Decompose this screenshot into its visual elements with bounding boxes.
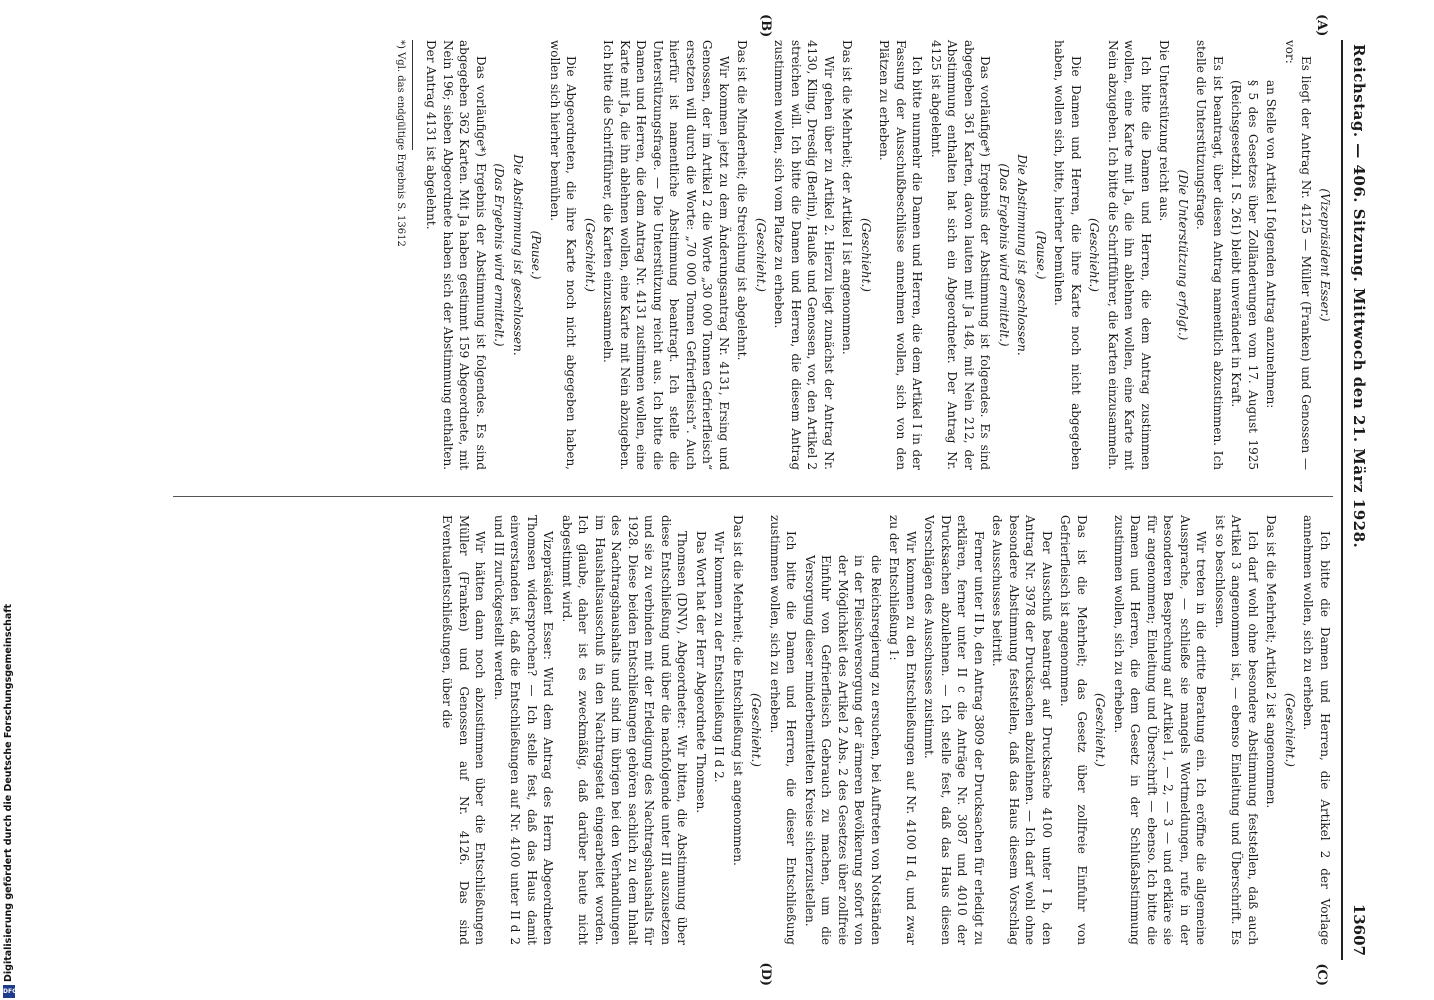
- stage-direction: (Geschieht.): [1093, 693, 1108, 767]
- paragraph: Es liegt der Antrag Nr. 4125 — Müller (Franken) und Genossen — vor:: [1283, 40, 1314, 470]
- paragraph: Wir gehen über zu Artikel 2. Hierzu liegt zunächst der Antrag Nr. 4130, Kling, Dresdig (Berlin), Hauße und Genossen, vor, den Artikel 2 streichen will. Ich bitte die Damen und Herren, die diesem Antrag zustimmen wollen, sich vom Platze zu erheben.: [772, 40, 836, 470]
- page-number: 13607: [1350, 903, 1368, 956]
- paragraph: Die Abgeordneten, die ihre Karte noch nicht abgegeben haben, wollen sich hierher bemühen.: [548, 40, 579, 470]
- paragraph: Die Damen und Herren, die ihre Karte noch nicht abgegeben haben, wollen sich, bitte, hierher bemühen.: [1052, 40, 1083, 470]
- motion-text: § 5 des Gesetzes über Zolländerungen vom 17. August 1925 (Reichsgesetzbl. I S. 261) bleibt unverändert in Kraft.: [1229, 80, 1260, 470]
- paragraph: Die Abstimmung ist geschlossen.: [511, 154, 525, 356]
- resolution-text: die Reichsregierung zu ersuchen, bei Auftreten von Notständen in der Fleischversorgung der ärmeren Bevölkerung sofort von der Möglichkeit des Artikel 2 Abs. 2 des Gesetzes über zollfreie Einfuhr von Gefrierfleisch Gebrauch zu machen, um die Versorgung dieser minderbemittelten Kreise sicherzustellen.: [803, 555, 883, 945]
- stage-direction: (Pause.): [1034, 230, 1048, 280]
- paragraph: Der Ausschuß beantragt auf Drucksache 4100 unter I b, den Antrag Nr. 3978 der Drucksachen abzulehnen. — Ich darf wohl ohne besondere Abstimmung feststellen, daß das Haus diesem Vorschlag des Ausschusses beitritt.: [990, 515, 1054, 945]
- margin-mark-d: (D): [758, 962, 773, 986]
- motion-text: an Stelle von Artikel I folgenden Antrag anzunehmen:: [1264, 80, 1279, 409]
- paragraph: Wir kommen zu der Entschließung II d 2.: [712, 531, 727, 783]
- paragraph: Es ist beantragt, über diesen Antrag namentlich abzustimmen. Ich stelle die Unterstützungsfrage.: [1194, 40, 1225, 470]
- right-column: [437, 515, 1333, 945]
- stage-direction: (Die Unterstützung erfolgt.): [1176, 169, 1190, 341]
- paragraph: Ferner unter II b, den Antrag 3809 der Drucksachen für erledigt zu erklären, ferner unter II c die Anträge Nr. 3087 und 4010 der Drucksachen abzulehnen. — Ich stelle fest, daß das Haus diesen Vorschlägen des Ausschusses zustimmt.: [922, 515, 986, 945]
- stage-direction: (Das Ergebnis wird ermittelt.): [492, 163, 507, 347]
- scanned-page: [61, 14, 1373, 986]
- stage-direction: (Geschieht.): [749, 693, 764, 767]
- paragraph: Die Unterstützung reicht aus.: [1157, 40, 1172, 222]
- digitization-credit: Digitalisierung gefördert durch die Deutsche Forschungsgemeinschaft: [3, 604, 14, 982]
- speech-paragraph: Thomsen (DNV), Abgeordneter: Wir bitten, die Abstimmung über diese Entschließung und über die nachfolgende unter III auszusetzen und sie zu verbinden mit der Erledigung des Nachtragshaushalts für 1928. Diese beiden Entschließungen gehören sachlich zu dem Inhalt des Nachtragshaushalts und sind im übrigen bei den Verhandlungen im Haushaltsausschuß in den Nachtragsetat eingearbeitet worden. Ich glaube, daher ist es zweckmäßig, daß darüber heute nicht abgestimmt wird.: [560, 515, 690, 945]
- footnote: *) Vgl. das endgültige Ergebnis S. 13612: [395, 40, 406, 247]
- margin-mark-c: (C): [1314, 963, 1329, 986]
- paragraph: Ich bitte nunmehr die Damen und Herren, die dem Artikel I in der Fassung der Ausschußbeschlüsse annehmen wollen, sich von den Plätzen zu erheben.: [877, 40, 925, 470]
- paragraph: Ich darf wohl ohne besondere Abstimmung feststellen, daß auch Artikel 3 angenommen ist, — ebenso Einleitung und Überschrift. Es ist so beschlossen.: [1213, 515, 1260, 945]
- dfg-logo: DFG: [3, 985, 15, 998]
- page-header: [1341, 40, 1373, 960]
- paragraph: Ich bitte die Damen und Herren, die Artikel 2 der Vorlage annehmen wollen, sich zu erheben.: [1301, 515, 1332, 945]
- paragraph: Wir kommen zu den Entschließungen auf Nr. 4100 II d, und zwar zu der Entschließung 1:: [887, 515, 918, 945]
- paragraph: Das vorläufige*) Ergebnis der Abstimmung ist folgendes. Es sind abgegeben 361 Karten, davon lauten mit Ja 148, mit Nein 212, der Abstimmung enthalten hat sich ein Abgeordneter. Der Antrag Nr. 4125 ist abgelehnt.: [929, 40, 993, 470]
- paragraph: Das ist die Mehrheit; die Entschließung ist angenommen.: [731, 515, 745, 866]
- margin-mark-b: (B): [758, 14, 773, 38]
- stage-direction: (Geschieht.): [1283, 693, 1297, 767]
- stage-direction: (Geschieht.): [754, 218, 768, 292]
- paragraph: Wir treten in die dritte Beratung ein. Ich eröffne die allgemeine Aussprache, — schließe sie mangels Wortmeldungen, rufe in der besonderen Besprechung auf Artikel 1, — 2, — 3 — und erkläre sie für angenommen; Einleitung und Überschrift — ebenso. Ich bitte die Damen und Herren, die dem Gesetz in der Schlußabstimmung zustimmen wollen, sich zu erheben.: [1112, 515, 1209, 945]
- running-title: Reichstag. — 406. Sitzung. Mittwoch den 21. März 1928.: [1350, 44, 1368, 549]
- column-divider: [173, 496, 1333, 497]
- stage-direction: (Geschieht.): [1087, 218, 1102, 292]
- paragraph: Das Wort hat der Herr Abgeordnete Thomsen.: [694, 531, 708, 814]
- paragraph: Das vorläufige*) Ergebnis der Abstimmung ist folgendes. Es sind abgegeben 362 Karten. Mit Ja haben gestimmt 159 Abgeordnete, mit Nein 196; sieben Abgeordnete haben sich der Abstimmung enthalten. Der Antrag 4131 ist abgelehnt.: [424, 40, 488, 470]
- left-column: [390, 40, 1334, 470]
- stage-direction: (Geschieht.): [859, 218, 873, 292]
- paragraph: Das ist die Mehrheit; Artikel 2 ist angenommen.: [1264, 515, 1279, 809]
- paragraph: Ich bitte die Damen und Herren, die dieser Entschließung zustimmen wollen, sich zu erheben.: [768, 515, 799, 945]
- paragraph: Das ist die Minderheit; die Streichung ist abgelehnt.: [735, 40, 750, 361]
- stage-direction: (Das Ergebnis wird ermittelt.): [997, 163, 1011, 347]
- margin-mark-a: (A): [1314, 14, 1329, 37]
- stage-direction: (Pause.): [529, 230, 544, 280]
- speech-paragraph: Vizepräsident Esser: Wird dem Antrag des Herrn Abgeordneten Thomsen widersprochen? — Ich stelle fest, daß das Haus damit einverstanden ist, daß die Entschließungen auf Nr. 4100 unter II d 2 und III zurückgestellt werden.: [492, 515, 556, 945]
- paragraph: Die Abstimmung ist geschlossen.: [1015, 154, 1030, 356]
- paragraph: Das ist die Mehrheit; der Artikel I ist angenommen.: [840, 40, 855, 355]
- paragraph: Ich bitte die Damen und Herren, die dem Antrag zustimmen wollen, eine Karte mit Ja, die ihn ablehnen wollen, eine Karte mit Nein abzugeben. Ich bitte die Schriftführer, die Karten einzusammeln.: [1106, 40, 1153, 470]
- paragraph: Wir kommen jetzt zu dem Änderungsantrag Nr. 4131, Ersing und Genossen, der im Artikel 2 die Worte „30 000 Tonnen Gefrierfleisch“ ersetzen will durch die Worte: „70 000 Tonnen Gefrierfleisch“. Auch hierfür ist namentliche Abstimmung beantragt. Ich stelle die Unterstützungsfrage. — Die Unterstützung reicht aus. Ich bitte die Damen und Herren, die dem Antrag Nr. 4131 zustimmen wollen, eine Karte mit Ja, die ihn ablehnen wollen, eine Karte mit Nein abzugeben. Ich bitte die Schriftführer, die Karten einzusammeln.: [601, 40, 731, 470]
- footnote-rule: [412, 40, 413, 150]
- paragraph: Das ist die Mehrheit; das Gesetz über zollfreie Einfuhr von Gefrierfleisch ist angenommen.: [1058, 515, 1089, 945]
- speaker-note: (Vizepräsident Esser.): [1318, 188, 1332, 322]
- paragraph: Wir hätten dann noch abzustimmen über die Entschließungen Müller (Franken) und Genossen auf Nr. 4126. Das sind Eventualentschließungen, über die: [440, 515, 488, 945]
- stage-direction: (Geschieht.): [583, 218, 597, 292]
